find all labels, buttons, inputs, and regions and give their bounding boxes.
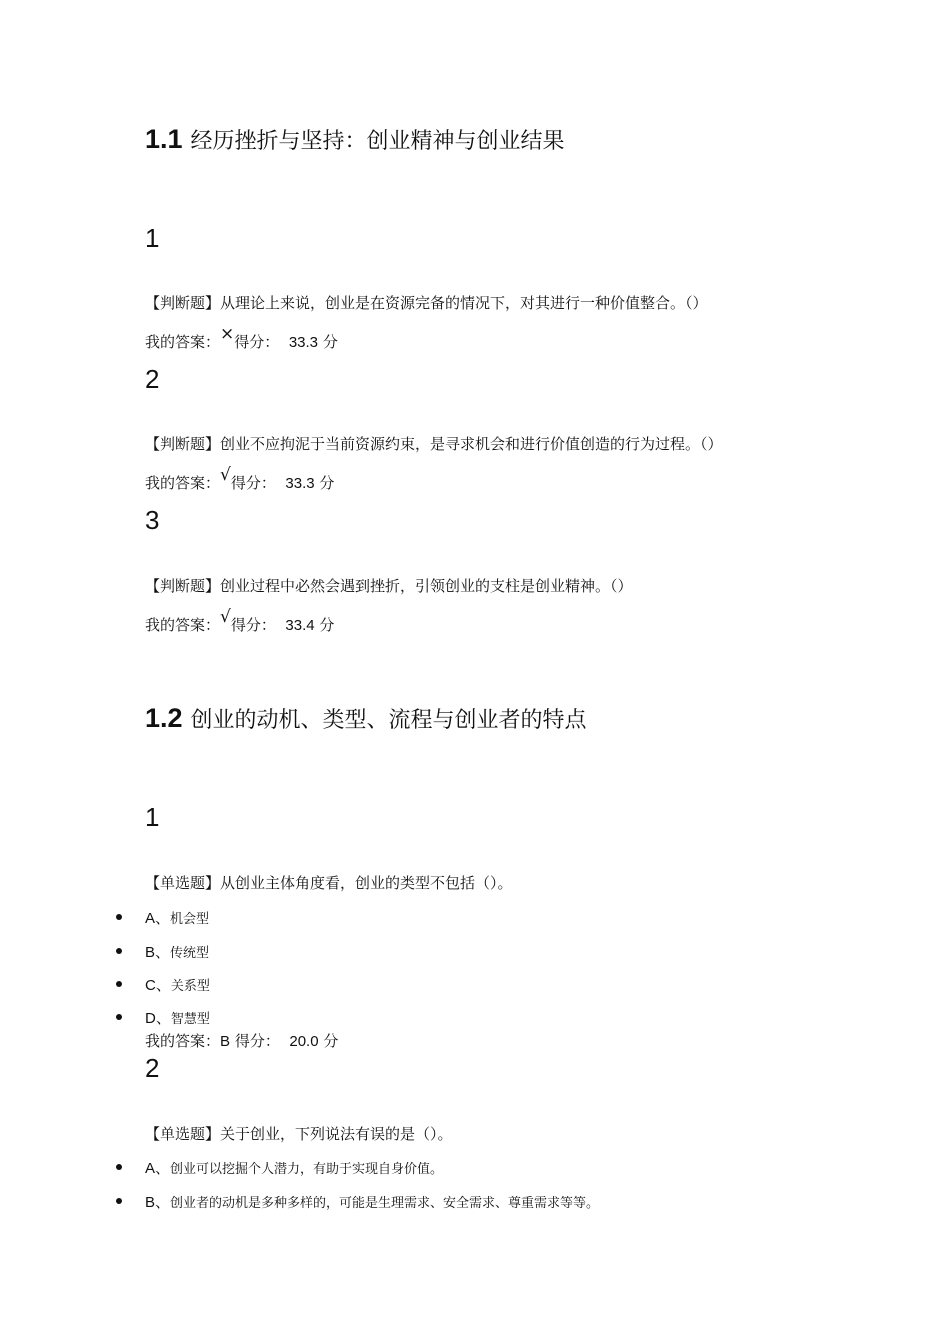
check-mark-icon: √ xyxy=(220,607,231,627)
question-type: 【判断题】 xyxy=(145,294,221,312)
score-value: 33.3 xyxy=(288,334,319,351)
option-text: 传统型 xyxy=(170,946,210,961)
option-item xyxy=(145,1157,443,1178)
section-number: 1.1 xyxy=(145,124,183,154)
question-text xyxy=(145,575,633,596)
bullet-icon xyxy=(116,1198,122,1204)
answer-label: 我的答案： xyxy=(145,474,221,492)
answer-line xyxy=(145,1030,338,1051)
option-letter: A、 xyxy=(145,910,171,927)
answer-label: 我的答案： xyxy=(145,1032,221,1050)
question-text xyxy=(145,1123,453,1144)
answer-value: B xyxy=(220,1033,231,1050)
bullet-icon xyxy=(116,981,122,987)
score-label: 得分： xyxy=(230,474,276,492)
question-body: 创业过程中必然会遇到挫折，引领创业的支柱是创业精神。（） xyxy=(220,577,633,595)
question-body: 创业不应拘泥于当前资源约束，是寻求机会和进行价值创造的行为过程。（） xyxy=(220,435,723,453)
answer-label: 我的答案： xyxy=(145,333,221,351)
option-text: 创业者的动机是多种多样的，可能是生理需求、安全需求、尊重需求等等。 xyxy=(170,1196,600,1211)
answer-line xyxy=(145,324,338,352)
score-value: 33.4 xyxy=(285,617,315,634)
question-type: 【单选题】 xyxy=(145,874,221,892)
option-text: 机会型 xyxy=(170,912,210,927)
bullet-icon xyxy=(116,1164,122,1170)
option-item xyxy=(145,1007,210,1028)
score-unit: 分 xyxy=(319,474,335,492)
option-letter: D、 xyxy=(145,1010,171,1027)
score-unit: 分 xyxy=(322,333,338,351)
score-label: 得分： xyxy=(234,1032,280,1050)
question-text xyxy=(145,872,513,893)
question-number: 3 xyxy=(145,505,160,535)
question-number: 1 xyxy=(145,802,160,832)
answer-line xyxy=(145,465,335,493)
question-number: 1 xyxy=(145,223,160,253)
section-title: 创业的动机、类型、流程与创业者的特点 xyxy=(190,708,587,733)
section-heading xyxy=(145,703,587,734)
score-unit: 分 xyxy=(323,1032,339,1050)
option-text: 智慧型 xyxy=(170,1012,210,1027)
option-letter: C、 xyxy=(145,977,171,994)
question-body: 从创业主体角度看，创业的类型不包括（）。 xyxy=(220,874,513,892)
question-number: 2 xyxy=(145,1053,160,1083)
option-item xyxy=(145,1191,599,1212)
question-type: 【单选题】 xyxy=(145,1125,221,1143)
check-mark-icon: √ xyxy=(220,465,231,485)
section-title: 经历挫折与坚持：创业精神与创业结果 xyxy=(190,129,565,154)
score-value: 20.0 xyxy=(289,1033,319,1050)
option-text: 关系型 xyxy=(170,979,210,994)
question-number: 2 xyxy=(145,364,160,394)
cross-mark-icon: × xyxy=(220,324,235,344)
question-body: 从理论上来说，创业是在资源完备的情况下，对其进行一种价值整合。（） xyxy=(220,294,708,312)
question-type: 【判断题】 xyxy=(145,435,221,453)
option-letter: A、 xyxy=(145,1160,171,1177)
option-letter: B、 xyxy=(145,1194,171,1211)
question-body: 关于创业，下列说法有误的是（）。 xyxy=(220,1125,453,1143)
score-unit: 分 xyxy=(319,616,335,634)
score-label: 得分： xyxy=(234,333,280,351)
score-value: 33.3 xyxy=(285,475,315,492)
option-item xyxy=(145,941,209,962)
answer-line xyxy=(145,607,335,635)
question-type: 【判断题】 xyxy=(145,577,221,595)
question-text xyxy=(145,433,723,454)
option-item xyxy=(145,974,210,995)
score-label: 得分： xyxy=(230,616,276,634)
bullet-icon xyxy=(116,948,122,954)
bullet-icon xyxy=(116,914,122,920)
answer-label: 我的答案： xyxy=(145,616,221,634)
question-text xyxy=(145,292,708,313)
section-heading xyxy=(145,124,565,155)
option-letter: B、 xyxy=(145,944,171,961)
section-number: 1.2 xyxy=(145,703,183,733)
bullet-icon xyxy=(116,1014,122,1020)
option-text: 创业可以挖掘个人潜力，有助于实现自身价值。 xyxy=(170,1162,444,1177)
option-item xyxy=(145,907,209,928)
